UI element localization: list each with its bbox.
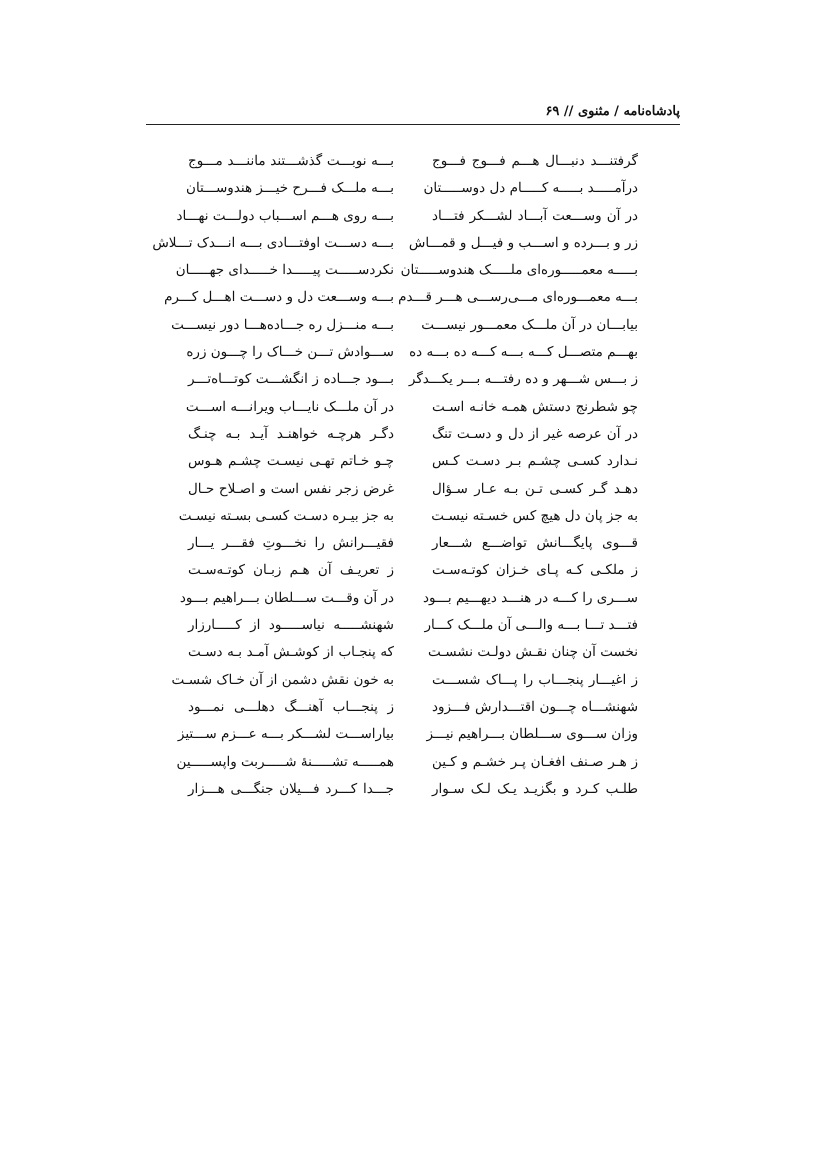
hemistich-right: گرفتنـــد دنبـــال هـــم فـــوج فـــوج xyxy=(432,153,638,169)
hemistich-right: دهـد گـر کسـی تـن بـه عـار سـؤال xyxy=(432,480,638,497)
couplet xyxy=(146,670,680,697)
hemistich-right: به جز پان دل هیچ کس خسـته نیسـت xyxy=(431,507,638,524)
hemistich-right: درآمـــــد بـــــه کـــــام دل دوســـــتان xyxy=(423,180,638,197)
hemistich-right: ز ملکـی کـه پـای خـزان کوتـه‌سـت xyxy=(432,562,638,579)
hemistich-left: بـــه وســـعت دل و دســـت اهـــل کـــرم xyxy=(164,289,394,306)
hemistich-left: به خون نقش دشمن از آن خـاک شسـت xyxy=(171,671,394,688)
page-header xyxy=(146,101,680,123)
couplet xyxy=(146,315,680,342)
couplet xyxy=(146,506,680,533)
running-title: پادشاه‌نامه / مثنوی // ۶۹ xyxy=(545,104,680,119)
hemistich-right: ز اغیـــار پنجـــاب را پـــاک شســـت xyxy=(432,671,638,688)
hemistich-left: ز پنجـــاب آهنـــگ دهلـــی نمـــود xyxy=(188,698,394,715)
hemistich-left: جـــدا کـــرد فـــیلان جنگـــی هـــزار xyxy=(188,780,394,797)
hemistich-right: نـدارد کسـی چشـم بـر دسـت کـس xyxy=(432,453,638,470)
couplet xyxy=(146,560,680,587)
hemistich-right: فتـــد تـــا بـــه والـــی آن ملـــک کـــار xyxy=(424,617,638,634)
hemistich-left: نکردســـــت پیـــــدا خـــــدای جهـــــان xyxy=(175,262,394,279)
hemistich-left: غرض زجر نفس است و اصـلاح حـال xyxy=(188,480,394,497)
hemistich-right: وزان ســـوی ســـلطان بـــراهیم نیـــز xyxy=(426,726,638,743)
hemistich-left: بـــود جـــاده ز انگشـــت کوتـــاه‌تـــر xyxy=(188,371,394,388)
hemistich-right: بـــه معمـــوره‌ای مـــی‌رســـی هـــر قـــدم xyxy=(398,289,638,306)
hemistich-left: دگـر هرچـه خواهنـد آیـد بـه چنـگ xyxy=(188,425,394,442)
header-rule xyxy=(146,124,680,125)
verse-columns xyxy=(146,151,680,806)
couplet xyxy=(146,533,680,560)
hemistich-left: که پنجـاب از کوشـش آمـد بـه دسـت xyxy=(188,644,394,661)
hemistich-right: بهـــم متصـــل کـــه بـــه کـــه ده بـــه ده xyxy=(409,344,638,361)
couplet xyxy=(146,397,680,424)
couplet xyxy=(146,151,680,178)
hemistich-left: در آن ملـــک نایـــاب ویرانـــه اســـت xyxy=(185,398,394,415)
couplet xyxy=(146,451,680,478)
hemistich-left: ســـوادش تـــن خـــاک را چـــون زره xyxy=(186,344,394,361)
hemistich-left: در آن وقـــت ســـلطان بـــراهیم بـــود xyxy=(179,589,394,606)
hemistich-left: شهنشـــــه نیاســـــود از کـــــارزار xyxy=(188,617,394,634)
hemistich-right: بـــــه معمـــــوره‌ای ملـــــک هندوســـــتان xyxy=(400,262,638,279)
couplet xyxy=(146,233,680,260)
couplet xyxy=(146,287,680,314)
hemistich-left: چـو خـاتم تهـی نیسـت چشـم هـوس xyxy=(188,453,394,470)
hemistich-right: در آن عرصه غیر از دل و دسـت تنگ xyxy=(432,425,638,442)
hemistich-right: زر و بـــرده و اســـب و فیـــل و قمـــاش xyxy=(408,234,638,251)
couplet xyxy=(146,369,680,396)
couplet xyxy=(146,697,680,724)
couplet xyxy=(146,424,680,451)
hemistich-left: بـــه نوبـــت گذشـــتند ماننـــد مـــوج xyxy=(188,153,394,169)
hemistich-right: در آن وســـعت آبـــاد لشـــکر فتـــاد xyxy=(432,207,638,224)
couplet xyxy=(146,642,680,669)
couplet xyxy=(146,615,680,642)
hemistich-left: همـــــه تشـــــنهٔ شـــــربت واپســـــین xyxy=(176,753,394,770)
couplet xyxy=(146,342,680,369)
couplet xyxy=(146,178,680,205)
hemistich-left: بـــه دســـت اوفتـــادی بـــه انـــدک تـــلاش xyxy=(152,234,394,251)
hemistich-left: بیاراســـت لشـــکر بـــه عـــزم ســـتیز xyxy=(177,726,394,743)
couplet xyxy=(146,260,680,287)
couplet xyxy=(146,206,680,233)
hemistich-left: بـــه روی هـــم اســـباب دولـــت نهـــاد xyxy=(176,207,394,224)
hemistich-right: ز هـر صـنف افغـان پـر خشـم و کـین xyxy=(432,753,638,770)
couplet xyxy=(146,779,680,806)
hemistich-right: چو شطرنج دستش همـه خانـه اسـت xyxy=(432,398,638,415)
hemistich-right: ز بـــس شـــهر و ده رفتـــه بـــر یکـــدگر xyxy=(408,371,638,388)
hemistich-left: بـــه منـــزل ره جـــاده‌هـــا دور نیســـت xyxy=(171,316,394,333)
couplet xyxy=(146,752,680,779)
hemistich-right: قـــوی پایگـــانش تواضـــع شـــعار xyxy=(432,535,638,552)
hemistich-left: ز تعریـف آن هـم زبـان کوتـه‌سـت xyxy=(188,562,394,579)
couplet xyxy=(146,479,680,506)
couplet xyxy=(146,588,680,615)
couplet xyxy=(146,724,680,751)
hemistich-right: ســـری را کـــه در هنـــد دیهـــیم بـــود xyxy=(423,589,638,606)
hemistich-right: طلـب کـرد و بگزیـد یـک لـک سـوار xyxy=(432,780,638,797)
hemistich-left: فقیـــرانش را نخـــوتِ فقـــر یـــار xyxy=(188,535,394,552)
hemistich-right: بیابـــان در آن ملـــک معمـــور نیســـت xyxy=(421,316,638,333)
hemistich-right: نخست آن چنان نقـش دولـت نشسـت xyxy=(427,644,638,661)
hemistich-left: به جز بیـره دسـت کسـی بسـته نیسـت xyxy=(178,507,394,524)
hemistich-left: بـــه ملـــک فـــرح خیـــز هندوســـتان xyxy=(186,180,394,197)
hemistich-right: شهنشـــاه چـــون اقتـــدارش فـــزود xyxy=(432,698,638,715)
